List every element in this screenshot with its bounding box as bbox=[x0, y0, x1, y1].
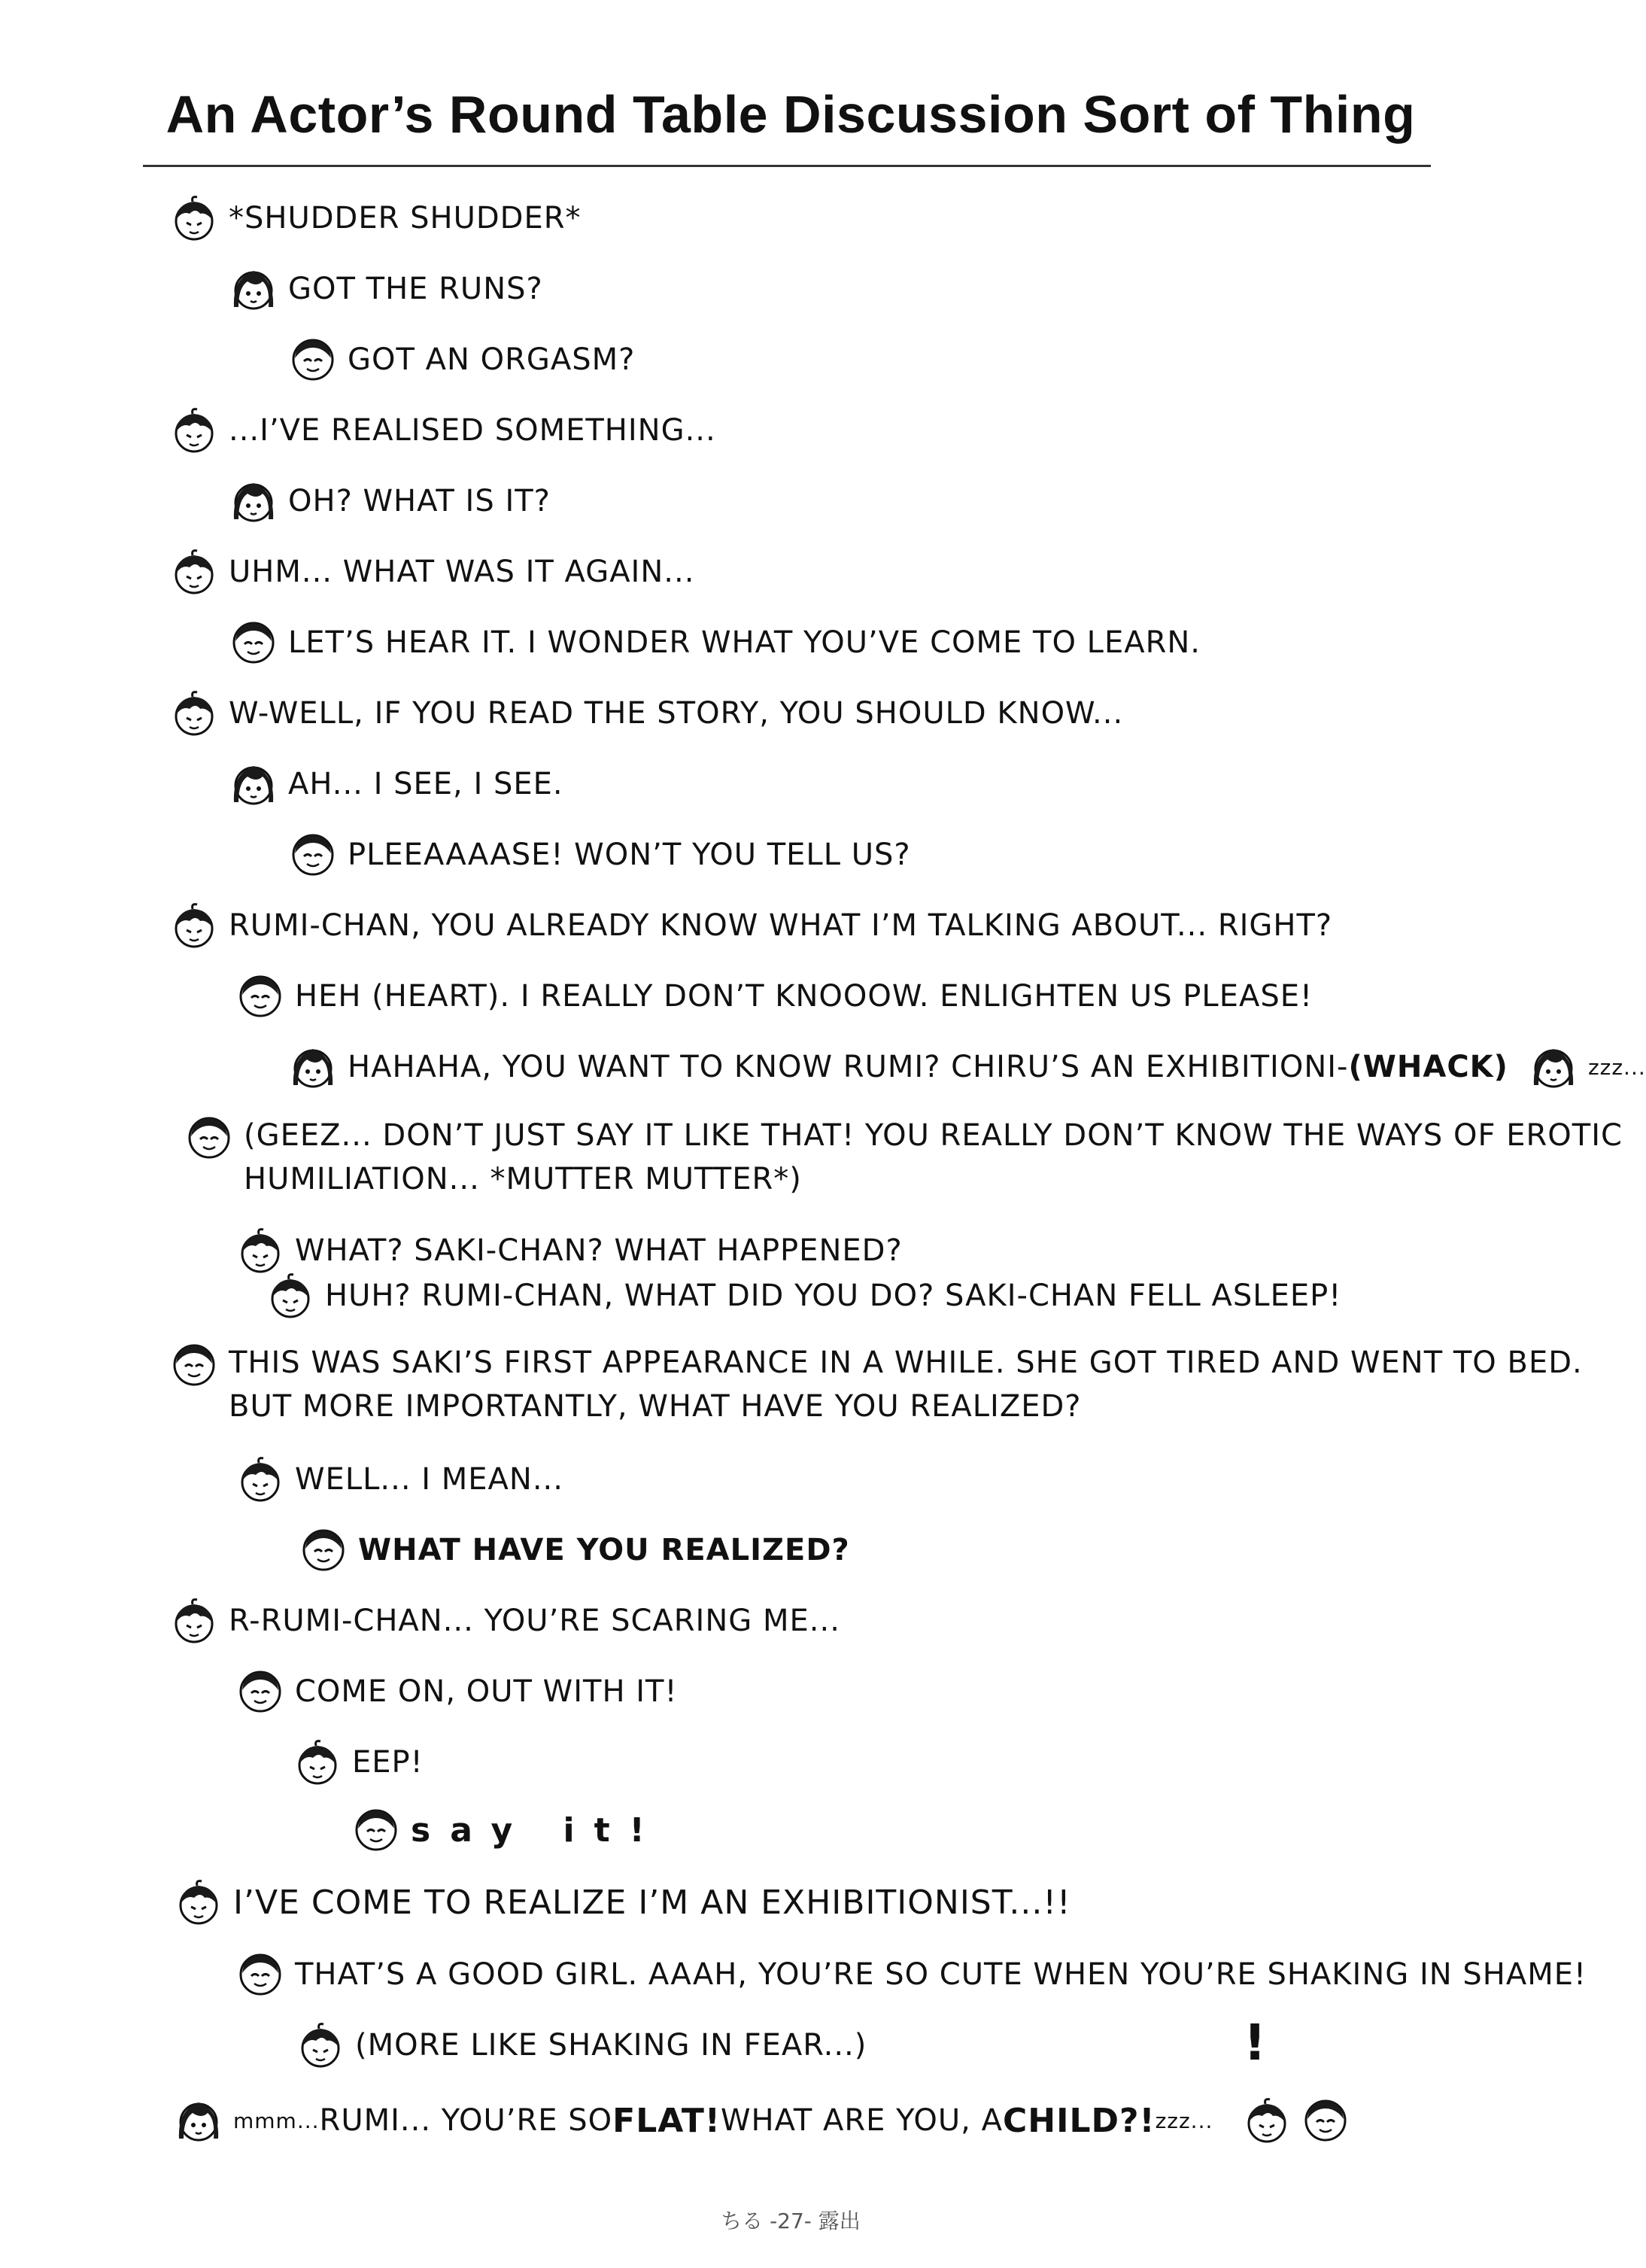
mumble-text: mmm... bbox=[233, 2108, 320, 2133]
dialogue-text: WHAT HAVE YOU REALIZED? bbox=[358, 1533, 850, 1567]
dialogue-text-2: WHAT ARE YOU, A bbox=[720, 2103, 1003, 2138]
whack-text: (WHACK) bbox=[1348, 1050, 1508, 1084]
chiru-reacting-face-icon bbox=[1243, 2096, 1291, 2145]
saki-face-icon bbox=[229, 477, 278, 525]
dialogue-line-12 bbox=[236, 972, 1313, 1020]
dialogue-line-15 bbox=[236, 1227, 903, 1275]
saki-sleeping-face-icon bbox=[1529, 1043, 1578, 1091]
dialogue-text-line-1: THIS WAS SAKI’S FIRST APPEARANCE IN A WHILE. SHE GOT TIRED AND WENT TO BED. bbox=[229, 1345, 1583, 1380]
chiru-face-icon bbox=[175, 1878, 223, 1926]
dialogue-text: WHAT? SAKI-CHAN? WHAT HAPPENED? bbox=[295, 1233, 903, 1268]
rumi-face-icon bbox=[236, 1950, 284, 1999]
snore-text: zzz... bbox=[1155, 2108, 1213, 2133]
chiru-face-icon bbox=[236, 1455, 284, 1503]
saki-face-icon bbox=[289, 1043, 337, 1091]
dialogue-text: THAT’S A GOOD GIRL. AAAH, YOU’RE SO CUTE WHEN YOU’RE SHAKING IN SHAME! bbox=[295, 1957, 1587, 1992]
rumi-face-icon bbox=[289, 336, 337, 384]
rumi-face-icon bbox=[170, 1341, 218, 1389]
page-footer: ちる -27- 露出 bbox=[721, 2209, 861, 2233]
dialogue-text-line-2: BUT MORE IMPORTANTLY, WHAT HAVE YOU REALIZED? bbox=[229, 1389, 1082, 1424]
dialogue-line-18 bbox=[236, 1455, 563, 1503]
dialogue-line-16 bbox=[266, 1272, 1341, 1320]
dialogue-text: WELL... I MEAN... bbox=[295, 1462, 563, 1497]
chiru-face-icon bbox=[170, 689, 218, 737]
title-underline bbox=[143, 165, 1431, 167]
dialogue-text: HUH? RUMI-CHAN, WHAT DID YOU DO? SAKI-CHAN FELL ASLEEP! bbox=[325, 1278, 1342, 1313]
rumi-reacting-face-icon bbox=[1301, 2096, 1350, 2145]
dialogue-text: (MORE LIKE SHAKING IN FEAR...) bbox=[355, 2028, 867, 2063]
dialogue-line-22 bbox=[293, 1738, 424, 1786]
page-title: An Actor’s Round Table Discussion Sort of Thing bbox=[166, 85, 1416, 144]
dialogue-line-3 bbox=[289, 336, 635, 384]
dialogue-line-14 bbox=[185, 1114, 1623, 1201]
chiru-face-icon bbox=[293, 1738, 342, 1786]
dialogue-text: GOT AN ORGASM? bbox=[348, 342, 636, 377]
rumi-face-icon bbox=[236, 1668, 284, 1716]
chiru-face-icon bbox=[170, 1597, 218, 1645]
dialogue-text: HAHAHA, YOU WANT TO KNOW RUMI? CHIRU’S AN EXHIBITIONI- bbox=[348, 1050, 1349, 1084]
dialogue-line-27 bbox=[175, 2096, 1360, 2145]
rumi-face-icon bbox=[229, 619, 278, 667]
dialogue-text: OH? WHAT IS IT? bbox=[288, 484, 551, 518]
exclamation-mark: ! bbox=[1244, 2014, 1267, 2072]
dialogue-text: COME ON, OUT WITH IT! bbox=[295, 1674, 678, 1709]
dialogue-line-24 bbox=[175, 1878, 1071, 1926]
chiru-face-icon bbox=[266, 1272, 314, 1320]
dialogue-line-19 bbox=[299, 1526, 850, 1574]
dialogue-line-26 bbox=[296, 2021, 867, 2069]
dialogue-line-4 bbox=[170, 406, 716, 455]
dialogue-text-line-2: HUMILIATION... *MUTTER MUTTER*) bbox=[244, 1162, 802, 1196]
dialogue-line-2 bbox=[229, 265, 543, 313]
dialogue-text: LET’S HEAR IT. I WONDER WHAT YOU’VE COME TO LEARN. bbox=[288, 625, 1201, 660]
dialogue-line-7 bbox=[229, 619, 1201, 667]
dialogue-text: *SHUDDER SHUDDER* bbox=[229, 201, 582, 236]
chiru-face-icon bbox=[170, 194, 218, 242]
saki-face-icon bbox=[229, 265, 278, 313]
dialogue-text: ...I’VE REALISED SOMETHING... bbox=[229, 413, 716, 448]
dialogue-line-8 bbox=[170, 689, 1123, 737]
dialogue-line-11 bbox=[170, 901, 1332, 950]
dialogue-text: R-RUMI-CHAN... YOU’RE SCARING ME... bbox=[229, 1604, 840, 1638]
dialogue-line-23 bbox=[352, 1806, 664, 1854]
dialogue-text: PLEEAAAASE! WON’T YOU TELL US? bbox=[348, 838, 911, 872]
rumi-face-icon bbox=[236, 972, 284, 1020]
dialogue-line-6 bbox=[170, 548, 694, 596]
dialogue-line-13 bbox=[289, 1043, 1646, 1091]
flat-text: FLAT! bbox=[612, 2101, 721, 2140]
rumi-face-icon bbox=[289, 831, 337, 879]
rumi-face-icon bbox=[185, 1114, 233, 1162]
dialogue-line-9 bbox=[229, 760, 563, 808]
dialogue-line-10 bbox=[289, 831, 911, 879]
dialogue-line-1 bbox=[170, 194, 582, 242]
dialogue-line-5 bbox=[229, 477, 551, 525]
dialogue-text: AH... I SEE, I SEE. bbox=[288, 767, 563, 801]
dialogue-line-21 bbox=[236, 1668, 678, 1716]
dialogue-text: W-WELL, IF YOU READ THE STORY, YOU SHOULD KNOW... bbox=[229, 696, 1124, 731]
dialogue-line-25 bbox=[236, 1950, 1587, 1999]
chiru-face-icon bbox=[170, 548, 218, 596]
dialogue-text: say it! bbox=[411, 1810, 664, 1850]
chiru-face-icon bbox=[170, 406, 218, 455]
dialogue-text: RUMI... YOU’RE SO bbox=[319, 2103, 613, 2138]
dialogue-text: I’VE COME TO REALIZE I’M AN EXHIBITIONIST...!! bbox=[233, 1883, 1071, 1922]
child-text: CHILD?! bbox=[1002, 2101, 1156, 2140]
dialogue-text: GOT THE RUNS? bbox=[288, 272, 543, 306]
saki-face-icon bbox=[229, 760, 278, 808]
chiru-face-icon bbox=[170, 901, 218, 950]
dialogue-text: EEP! bbox=[352, 1745, 424, 1780]
rumi-face-icon bbox=[352, 1806, 400, 1854]
rumi-face-icon bbox=[299, 1526, 348, 1574]
snore-text: zzz... bbox=[1587, 1054, 1646, 1080]
chiru-face-icon bbox=[236, 1227, 284, 1275]
dialogue-text: HEH (HEART). I REALLY DON’T KNOOOW. ENLIGHTEN US PLEASE! bbox=[295, 979, 1313, 1014]
saki-face-icon bbox=[175, 2096, 223, 2145]
dialogue-line-20 bbox=[170, 1597, 840, 1645]
dialogue-text-line-1: (GEEZ... DON’T JUST SAY IT LIKE THAT! YOU REALLY DON’T KNOW THE WAYS OF EROTIC bbox=[244, 1118, 1623, 1153]
chiru-face-icon bbox=[296, 2021, 345, 2069]
dialogue-text: UHM... WHAT WAS IT AGAIN... bbox=[229, 555, 695, 589]
dialogue-line-17 bbox=[170, 1341, 1583, 1428]
dialogue-text: RUMI-CHAN, YOU ALREADY KNOW WHAT I’M TALKING ABOUT... RIGHT? bbox=[229, 908, 1333, 943]
